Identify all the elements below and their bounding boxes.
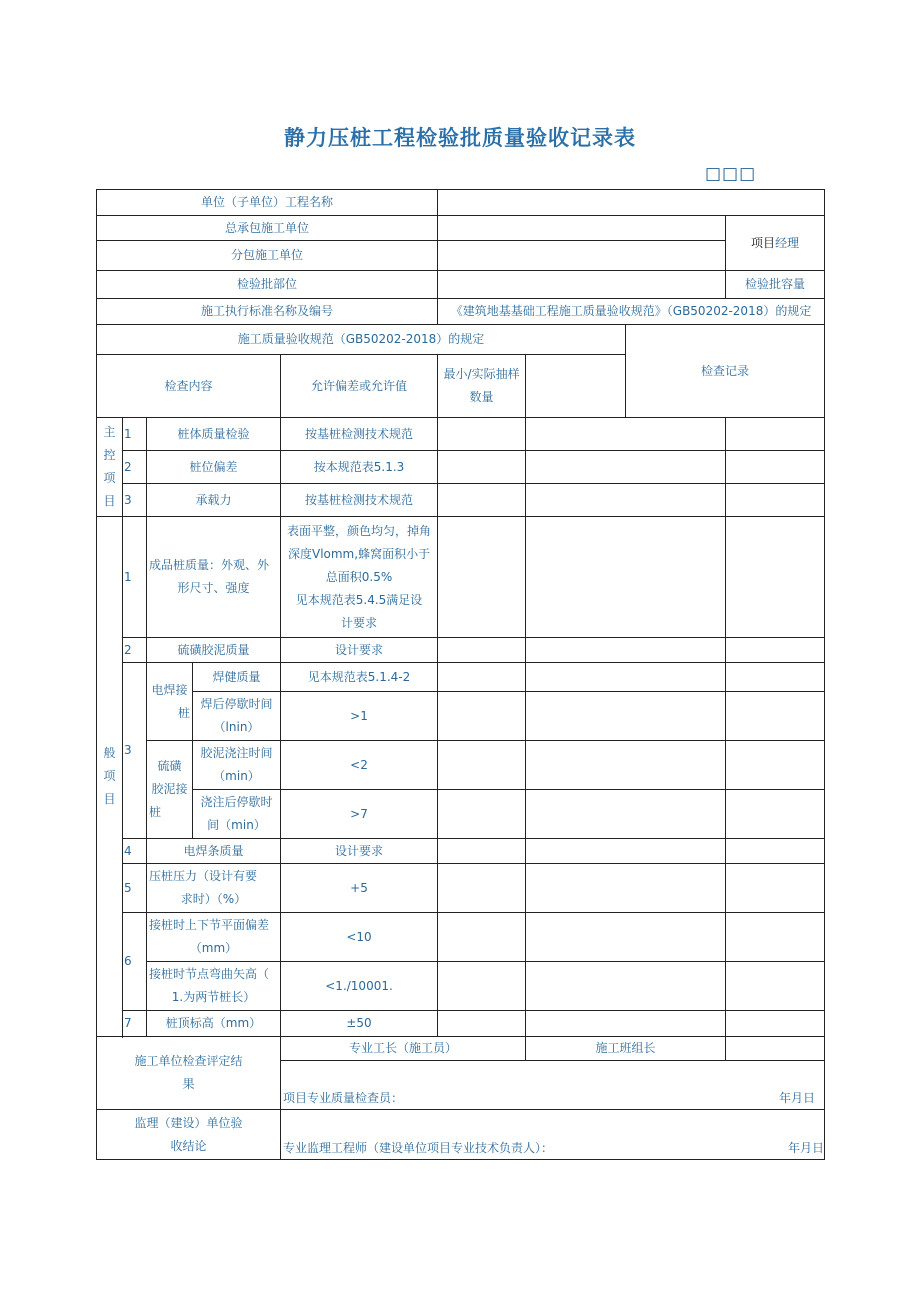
manager-label bbox=[726, 216, 825, 271]
manager-label-a: 项目 bbox=[751, 235, 776, 250]
record-cell[interactable] bbox=[526, 692, 726, 741]
construction-result-line: 果 bbox=[182, 1077, 195, 1091]
weld-quality-label: 焊健质量 bbox=[193, 663, 281, 692]
construction-result-label bbox=[97, 1037, 281, 1110]
sample-cell[interactable] bbox=[438, 913, 526, 962]
weld-rest-line: （lnin） bbox=[213, 720, 260, 734]
sample-header-line-2: 数量 bbox=[469, 390, 494, 405]
general-item-value: <1./10001. bbox=[281, 962, 438, 1011]
weld-rest-label bbox=[193, 692, 281, 741]
pour-rest-value: >7 bbox=[281, 790, 438, 839]
general-item-name-line: 形尺寸、强度 bbox=[177, 581, 250, 595]
record-cell[interactable] bbox=[526, 864, 726, 913]
date-label: 年月日 bbox=[779, 1091, 816, 1105]
supervision-result-label bbox=[97, 1110, 281, 1160]
record-cell[interactable] bbox=[526, 839, 726, 864]
sulfur-joint-line: 桩 bbox=[149, 805, 162, 819]
general-item-no: 4 bbox=[123, 839, 147, 864]
value-line: 表面平整，颜色均匀，掉角 bbox=[287, 523, 432, 538]
unit-project-label: 单位（子单位）工程名称 bbox=[97, 190, 438, 216]
page-title: 静力压桩工程检验批质量验收记录表 bbox=[284, 126, 636, 150]
value-line: 计要求 bbox=[341, 615, 378, 630]
team-leader-label: 施工班组长 bbox=[526, 1037, 726, 1061]
spec-rule-header: 施工质量验收规范（GB50202-2018）的规定 bbox=[97, 325, 626, 355]
general-item-no: 3 bbox=[123, 663, 147, 839]
general-item-value: <10 bbox=[281, 913, 438, 962]
general-item-value: 设计要求 bbox=[281, 839, 438, 864]
result-cell[interactable] bbox=[726, 484, 825, 517]
general-group-label bbox=[97, 517, 123, 1037]
general-item-name-line: 压桩压力（设计有要 bbox=[149, 869, 258, 883]
engineer-label: 专业监理工程师（建设单位项目专业技术负责人）： bbox=[283, 1141, 554, 1155]
record-cell[interactable] bbox=[526, 418, 726, 451]
standard-label: 施工执行标准名称及编号 bbox=[97, 299, 438, 325]
sample-cell[interactable] bbox=[438, 663, 526, 692]
result-cell[interactable] bbox=[726, 741, 825, 790]
general-item-name-line: 接桩时节点弯曲矢高（ bbox=[149, 967, 270, 981]
result-cell[interactable] bbox=[726, 638, 825, 663]
value-line: 总面积0.5% bbox=[325, 569, 393, 584]
construction-result-line: 施工单位检查评定结 bbox=[134, 1054, 243, 1068]
inspector-sign-area[interactable] bbox=[281, 1061, 825, 1110]
general-item-no: 5 bbox=[123, 864, 147, 913]
pour-time-value: <2 bbox=[281, 741, 438, 790]
value-line: 见本规范表5.4.5满足设 bbox=[295, 592, 423, 607]
general-group-char-1: 般 bbox=[103, 746, 116, 760]
contractor-label: 总承包施工单位 bbox=[97, 216, 438, 241]
sample-cell[interactable] bbox=[438, 451, 526, 484]
main-item-value: 按本规范表5.1.3 bbox=[281, 451, 438, 484]
main-item-no: 2 bbox=[123, 451, 147, 484]
general-item-name: 电焊条质量 bbox=[147, 839, 281, 864]
standard-value: 《建筑地基基础工程施工质量验收规范》（GB50202-2018）的规定 bbox=[438, 299, 825, 325]
record-cell[interactable] bbox=[526, 638, 726, 663]
general-item-no: 6 bbox=[123, 913, 147, 1011]
content-header: 检查内容 bbox=[97, 355, 281, 418]
sample-cell[interactable] bbox=[438, 864, 526, 913]
sulfur-joint-line: 胶泥接 bbox=[151, 782, 188, 796]
sample-cell[interactable] bbox=[438, 484, 526, 517]
sulfur-joint-line: 硫磺 bbox=[157, 759, 182, 773]
weld-joint-line: 桩 bbox=[177, 705, 190, 720]
general-item-name-line: 1.为两节桩长） bbox=[171, 990, 256, 1004]
sample-cell[interactable] bbox=[438, 741, 526, 790]
result-cell[interactable] bbox=[726, 663, 825, 692]
general-item-name bbox=[147, 517, 281, 638]
general-item-name: 硫磺胶泥质量 bbox=[147, 638, 281, 663]
main-group-char-1: 主 bbox=[103, 425, 116, 439]
weld-joint-line: 电焊接 bbox=[151, 682, 188, 697]
pour-rest-line: 浇注后停歇时 bbox=[200, 795, 273, 809]
general-group-char-2: 项 bbox=[103, 769, 116, 783]
sulfur-joint-label bbox=[147, 741, 193, 839]
pour-time-label bbox=[193, 741, 281, 790]
tolerance-header: 允许偏差或允许值 bbox=[281, 355, 438, 418]
supervision-result-line: 收结论 bbox=[170, 1138, 207, 1153]
sample-cell[interactable] bbox=[438, 517, 526, 638]
general-item-value: +5 bbox=[281, 864, 438, 913]
manager-label-b: 经理 bbox=[775, 235, 800, 250]
pour-rest-line: 间（min） bbox=[207, 818, 266, 832]
record-cell[interactable] bbox=[526, 962, 726, 1011]
contractor-field[interactable] bbox=[438, 216, 726, 241]
batch-capacity-label: 检验批容量 bbox=[726, 271, 825, 299]
acceptance-record-table bbox=[96, 189, 825, 1160]
inspection-part-label: 检验批部位 bbox=[97, 271, 438, 299]
sample-header bbox=[438, 355, 526, 418]
subcontractor-label: 分包施工单位 bbox=[97, 241, 438, 271]
record-cell[interactable] bbox=[526, 663, 726, 692]
record-cell[interactable] bbox=[526, 790, 726, 839]
weld-quality-value: 见本规范表5.1.4-2 bbox=[281, 663, 438, 692]
main-item-name: 承载力 bbox=[147, 484, 281, 517]
main-group-char-2: 控 bbox=[103, 448, 116, 462]
unit-project-field[interactable] bbox=[438, 190, 825, 216]
sample-cell[interactable] bbox=[438, 962, 526, 1011]
record-cell[interactable] bbox=[526, 484, 726, 517]
sample-cell[interactable] bbox=[438, 418, 526, 451]
general-item-value: ±50 bbox=[281, 1011, 438, 1037]
general-item-name bbox=[147, 864, 281, 913]
main-control-group-label bbox=[97, 418, 123, 517]
result-cell[interactable] bbox=[726, 418, 825, 451]
general-item-value bbox=[281, 517, 438, 638]
value-line: 深度Vlomm,蜂窝面积小于 bbox=[287, 546, 431, 561]
result-cell[interactable] bbox=[726, 913, 825, 962]
sample-cell[interactable] bbox=[438, 1011, 526, 1037]
result-cell[interactable] bbox=[726, 864, 825, 913]
general-item-name-line: （mm） bbox=[189, 941, 238, 955]
pour-rest-label bbox=[193, 790, 281, 839]
date-label: 年月日 bbox=[788, 1141, 825, 1155]
general-group-char-3: 目 bbox=[103, 792, 116, 806]
main-item-name: 桩位偏差 bbox=[147, 451, 281, 484]
weld-rest-line: 焊后停歇时间 bbox=[200, 697, 273, 711]
result-cell[interactable] bbox=[726, 451, 825, 484]
sample-cell[interactable] bbox=[438, 638, 526, 663]
main-group-char-3: 项 bbox=[103, 471, 116, 485]
weld-joint-label bbox=[147, 663, 193, 741]
main-item-value: 按基桩检测技术规范 bbox=[281, 484, 438, 517]
pour-time-line: 胶泥浇注时间 bbox=[200, 746, 273, 760]
result-cell[interactable] bbox=[726, 839, 825, 864]
main-item-value: 按基桩检测技术规范 bbox=[281, 418, 438, 451]
result-cell[interactable] bbox=[726, 692, 825, 741]
main-item-no: 3 bbox=[123, 484, 147, 517]
record-cell[interactable] bbox=[526, 451, 726, 484]
general-item-name bbox=[147, 962, 281, 1011]
record-cell[interactable] bbox=[526, 1011, 726, 1037]
result-cell[interactable] bbox=[726, 1011, 825, 1037]
general-item-no: 7 bbox=[123, 1011, 147, 1037]
general-item-name-line: 求时）（%） bbox=[180, 892, 247, 906]
form-code: □□□ bbox=[705, 164, 757, 184]
result-cell[interactable] bbox=[726, 790, 825, 839]
pour-time-line: （min） bbox=[213, 769, 260, 783]
record-cell[interactable] bbox=[526, 741, 726, 790]
weld-rest-value: >1 bbox=[281, 692, 438, 741]
foreman-label: 专业工长（施工员） bbox=[281, 1037, 526, 1061]
general-item-name-line: 接桩时上下节平面偏差 bbox=[149, 918, 270, 932]
inspection-part-field[interactable] bbox=[438, 271, 726, 299]
result-cell[interactable] bbox=[726, 962, 825, 1011]
general-item-name-line: 成品桩质量：外观、外 bbox=[149, 558, 270, 572]
result-cell[interactable] bbox=[726, 517, 825, 638]
general-item-value: 设计要求 bbox=[281, 638, 438, 663]
supervision-result-line: 监理（建设）单位验 bbox=[134, 1115, 243, 1130]
general-item-name: 桩顶标高（mm） bbox=[147, 1011, 281, 1037]
main-item-name: 桩体质量检验 bbox=[147, 418, 281, 451]
sample-cell[interactable] bbox=[438, 839, 526, 864]
sample-cell[interactable] bbox=[438, 692, 526, 741]
general-item-name bbox=[147, 913, 281, 962]
sample-cell[interactable] bbox=[438, 790, 526, 839]
sample-header-line-1: 最小/实际抽样 bbox=[443, 367, 520, 382]
subcontractor-field[interactable] bbox=[438, 241, 726, 271]
general-item-no: 1 bbox=[123, 517, 147, 638]
team-leader-field[interactable] bbox=[726, 1037, 825, 1061]
engineer-sign-area[interactable] bbox=[281, 1110, 825, 1160]
main-item-no: 1 bbox=[123, 418, 147, 451]
record-header: 检查记录 bbox=[626, 325, 825, 418]
record-cell[interactable] bbox=[526, 913, 726, 962]
general-item-no: 2 bbox=[123, 638, 147, 663]
record-cell[interactable] bbox=[526, 517, 726, 638]
inspector-label: 项目专业质量检查员： bbox=[283, 1091, 404, 1105]
main-group-char-4: 目 bbox=[103, 494, 116, 508]
